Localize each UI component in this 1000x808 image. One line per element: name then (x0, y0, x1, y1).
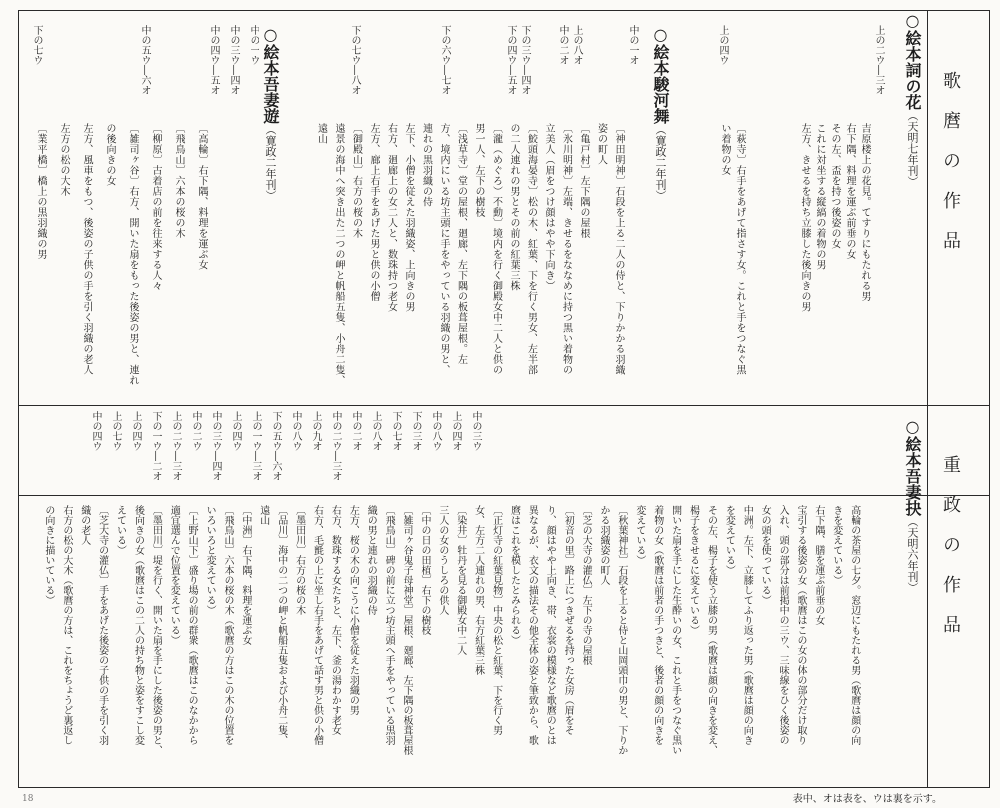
header-cell: 上の二ウ―三オ (873, 25, 884, 95)
ehon-azuma-asobi-header-2 (137, 25, 153, 125)
header-cell: 中の三ウ―四オ (228, 25, 239, 95)
text-line: 〔墨田川〕堤を行く、開いた扇を手にした後姿の男と、 (150, 505, 162, 755)
header-cell: 上の七ウ (110, 411, 121, 451)
text-line: 左方の松の大木 (58, 123, 69, 197)
shigemasa-headers (85, 411, 901, 495)
ehon-suruga-header-1 (625, 25, 649, 125)
text-line: の向きに描いている） (42, 505, 54, 605)
text-line: の後向きの女 (104, 123, 115, 186)
header-cell: 中の一オ (627, 25, 638, 65)
row-divider (19, 405, 989, 406)
text-line: 右方の松の大木（歌麿の方は、これをちょうど裏返し (60, 505, 72, 745)
header-cell: 中の八ウ (430, 411, 441, 451)
text-line: 〔雑司ヶ谷〕右方、開いた扇をもった後姿の男と、連れ (127, 123, 138, 386)
text-line: 〔雑司ヶ谷鬼子母神堂〕屋根、廻廊、左下隅の板葺屋根 (401, 505, 413, 755)
header-cell: 上の四オ (450, 411, 461, 451)
ehon-suruga-header-5 (347, 25, 363, 125)
text-line: 左方、廊上右手をあげた男と供の小僧 (368, 123, 379, 302)
text-line: 〔浅草寺〕堂の屋根、廻廊、左下隅の板葺屋根。左 (455, 123, 467, 365)
shigemasa-body (39, 505, 901, 785)
year-text: （寛政二年刊） (654, 124, 667, 201)
text-line: 女、左方二人連れの男、右方紅葉三株 (472, 505, 484, 675)
year-text: （天明六年刊） (906, 516, 919, 593)
ehon-shinku-title (901, 11, 923, 405)
header-cell: 下の五ウ―六オ (270, 411, 281, 481)
text-line: 〔芝の大寺の灌仏〕左下の寺の屋根 (580, 505, 592, 665)
text-line: 開いた扇を手にした生酔いの女、これと手をつなぐ黒い (669, 505, 681, 755)
text-line: 〔亀戸村〕左下隅の屋根 (578, 123, 589, 239)
text-line: 宝引する後姿の女（歌麿はこの女の体の部分だけ取り (794, 505, 806, 745)
text-line: 姿の町人 (595, 123, 607, 165)
ehon-suruga-body (312, 123, 647, 405)
footnote: 表中、オは表を、ウは裏を示す。 (792, 794, 942, 805)
header-cell: 中の三ウ (470, 411, 481, 451)
year-text: （寛政二年刊） (264, 124, 277, 201)
text-line: 遠山 (315, 123, 327, 144)
ehon-suruga-title (649, 25, 671, 405)
page-number: 18 (22, 794, 34, 804)
ehon-azuma-asobi-headers (203, 25, 259, 125)
text-line: 〔鮫頭海晏寺〕松の木、紅葉、下を行く男女、左半部 (525, 123, 537, 375)
text-line: 変えている） (633, 505, 645, 565)
header-cell: 中の二ウ―三オ (330, 411, 341, 481)
header-cell: 下の一ウ―二オ (150, 411, 161, 481)
text-line: 〔品川〕海中の二つの岬と帆船五隻および小舟二隻、 (275, 505, 287, 745)
text-line: 〔業平橋〕橋上の黒羽織の男 (35, 123, 46, 260)
year-text: （天明七年刊） (906, 110, 919, 187)
text-line: 右下隅、膳を運ぶ前垂の女 (812, 505, 824, 625)
text-line: 〔正灯寺の紅葉見物〕中央の松と紅葉、下を行く男 (490, 505, 502, 735)
ehon-shinku-headers (871, 25, 901, 125)
header-cell: 上の八オ (571, 25, 582, 65)
text-line: 左方、風車をもつ、後姿の子供の手を引く羽織の老人 (81, 123, 92, 375)
text-line: 着物の女（歌麿は前者の手つきと、後者の顔の向きを (651, 505, 663, 745)
text-line: 右方、数珠する女たちと、左下、釜の湯わかす老女 (329, 505, 341, 735)
header-cell: 上の四ウ (230, 411, 241, 451)
text-line: 〔芝大寺の灌仏〕手をあげた後姿の子供の手を引く羽 (96, 505, 108, 745)
header-cell: 中の二オ (350, 411, 361, 451)
text-line: えている） (114, 505, 126, 555)
text-line: 立美人（眉をつけ顔はやや下向き） (543, 123, 554, 291)
text-line: 〔御殿山〕右方の桜の木 (350, 123, 362, 239)
text-line: 織の男と連れの羽織の侍 (365, 505, 377, 615)
text-line: いろいろと変えている） (204, 505, 216, 615)
text-line: 右方、毛氈の上に坐し右手をあげて話す男と供の小僧 (311, 505, 323, 745)
header-cell: 下の三ウ―四オ (519, 25, 530, 95)
text-line: 〔秋葉神社〕石段を上ると侍と山岡頭巾の男と、下りか (615, 505, 627, 755)
text-line: 遠山 (257, 505, 269, 525)
header-cell: 下の七オ (390, 411, 401, 451)
text-line: 右下隅、料理を運ぶ前垂の女 (844, 123, 855, 260)
text-line: 〔初音の里〕路上につきぜるを持った女房（眉をそ (562, 505, 574, 735)
text-line: 吉原楼上の花見。てすりにもたれる男 (859, 123, 870, 302)
text-line: 〔瀧（めぐろ）不動〕境内を行く御殿女中二人と供の (490, 123, 502, 375)
text-line: 〔中洲〕右下隅、料理を運ぶ女 (239, 505, 251, 645)
row-divider (19, 495, 989, 496)
text-line: 〔飛鳥山〕六本の桜の木（歌麿の方はこの木の位置を (221, 505, 233, 745)
text-line: 方、境内にいる坊主頭に手をやっている羽織の男と、 (438, 123, 449, 375)
text-line: 左方、桜の木の向こうに小僧を従えた羽織の男 (347, 505, 359, 715)
text-line: り、顔はやや上向き、帯、衣裳の模様など歌麿のとは (544, 505, 556, 745)
ehon-azuma-kaji-title (901, 417, 923, 777)
text-line: 高輪の茶屋の七夕。窓辺にもたれる男（歌麿は顔の向 (848, 505, 860, 745)
column-divider (927, 11, 928, 787)
section-label-utamaro: 歌麿の作品 (940, 71, 961, 271)
text-line: その左、楊子を使う立膝の男（歌麿は顔の向きを変え、 (705, 505, 717, 755)
header-cell: 中の四ウ―五オ (208, 25, 219, 95)
header-cell: 上の二ウ―三オ (170, 411, 181, 481)
text-line: い着物の女 (719, 123, 730, 176)
ehon-shinku-headers-2 (715, 25, 731, 125)
title-text: ○絵本吾妻遊 (261, 25, 280, 124)
text-line: 織の老人 (78, 505, 90, 545)
text-line: 〔高輪〕右下隅、料理を運ぶ女 (196, 123, 207, 270)
text-line: 女の頭を使っている） (759, 505, 771, 605)
text-line: 異なるが、衣文の描法その他全体の姿と筆致から、歌 (526, 505, 538, 745)
ehon-suruga-header-3 (503, 25, 533, 125)
title-text: ○絵本駿河舞 (651, 25, 670, 124)
text-line: 〔萩寺〕右手をあげて指さす女。これと手をつなぐ黒 (734, 123, 745, 375)
header-cell: 下の三オ (410, 411, 421, 451)
text-line: 〔飛鳥山〕六本の桜の木 (173, 123, 184, 239)
text-line: 〔上野山下〕盛り場の前の群衆（歌麿はこのなかから (186, 505, 198, 745)
ehon-azuma-asobi-title (259, 25, 281, 405)
title-text: ○絵本詞の花 (903, 11, 922, 110)
text-line: 左下、小僧を従えた羽織姿、上向きの男 (403, 123, 414, 312)
header-cell: 中の二ウ (190, 411, 201, 451)
text-line: を変えている） (723, 505, 735, 575)
header-cell: 上の四ウ (717, 25, 728, 65)
header-cell: 下の四ウ―五オ (505, 25, 516, 95)
section-label-shigemasa: 重政の作品 (940, 455, 961, 655)
header-cell: 上の一ウ―三オ (250, 411, 261, 481)
text-line: 遠景の海中へ突き出た二つの岬と帆船五隻、小舟二隻、 (333, 123, 344, 386)
header-cell: 中の一ウ (248, 25, 259, 65)
text-line: その左、盃を持つ後姿の女 (829, 123, 840, 249)
header-cell: 下の六ウ―七オ (439, 25, 450, 95)
text-line: 左方、きせるを持ち立膝した後向きの男 (799, 123, 810, 312)
header-cell: 下の七ウ―八オ (349, 25, 360, 95)
text-line: 連れの黒羽織の侍 (420, 123, 432, 207)
ehon-shinku-body-1 (797, 123, 877, 405)
text-line: 入れ、頭の部分は前掲中の三ウ、三味線をひく後姿の (777, 505, 789, 745)
text-line: の二人連れの男とその前の紅葉三株 (508, 123, 519, 291)
text-line: 〔氷川明神〕左端、きせるをななめに持つ黒い着物の (560, 123, 572, 375)
header-cell: 上の九オ (310, 411, 321, 451)
ehon-azuma-asobi-header-3 (29, 25, 45, 125)
text-line: 麿はこれを模したとみられる） (508, 505, 520, 645)
text-line: 〔柳原〕古着店の前を往来する人々 (150, 123, 161, 291)
text-line: 〔墨田川〕右方の桜の木 (293, 505, 305, 615)
header-cell: 中の三ウ―四オ (210, 411, 221, 481)
ehon-azuma-asobi-body (29, 123, 255, 405)
text-line: 適宜選んで位置を変えている） (168, 505, 180, 645)
text-line: 三人の女のうしろの供人 (436, 505, 448, 615)
text-line: 右方、廻廊上の女二人と、数珠持つ老女 (385, 123, 397, 312)
header-cell: 下の七ウ (31, 25, 42, 65)
text-line: 中洲。左下、立膝してふり返った男（歌麿は顔の向き (741, 505, 753, 745)
text-line: 男一人、左下の樹枝 (473, 123, 484, 218)
text-line: 〔飛鳥山〕碑の前に立つ坊主頭へ手をやっている黒羽 (383, 505, 395, 745)
header-cell: 中の五ウ―六オ (139, 25, 150, 95)
document-table (18, 10, 990, 788)
text-line: 後向きの女（歌麿はこの二人の持ち物と姿をすこし変 (132, 505, 144, 745)
header-cell: 上の八オ (370, 411, 381, 451)
ehon-suruga-header-2 (555, 25, 591, 125)
text-line: きを変えている） (830, 505, 842, 585)
header-cell: 上の四ウ (130, 411, 141, 451)
header-cell: 中の二オ (557, 25, 568, 65)
header-cell: 中の四ウ (90, 411, 101, 451)
text-line: 〔中の日の田植〕右下の樹枝 (418, 505, 430, 635)
title-text: ○絵本吾妻抉 (903, 417, 922, 516)
text-line: これに対坐する縦縞の着物の男 (814, 123, 825, 270)
header-cell: 中の八ウ (290, 411, 301, 451)
text-line: 楊子をきせるに変えている） (687, 505, 699, 635)
ehon-suruga-header-4 (437, 25, 453, 125)
text-line: 〔染井〕牡丹を見る御殿女中二人 (454, 505, 466, 655)
ehon-shinku-body-2 (717, 123, 753, 405)
text-line: 〔神田明神〕石段を上る二人の侍と、下りかかる羽織 (613, 123, 624, 375)
text-line: かる羽織姿の町人 (598, 505, 609, 585)
